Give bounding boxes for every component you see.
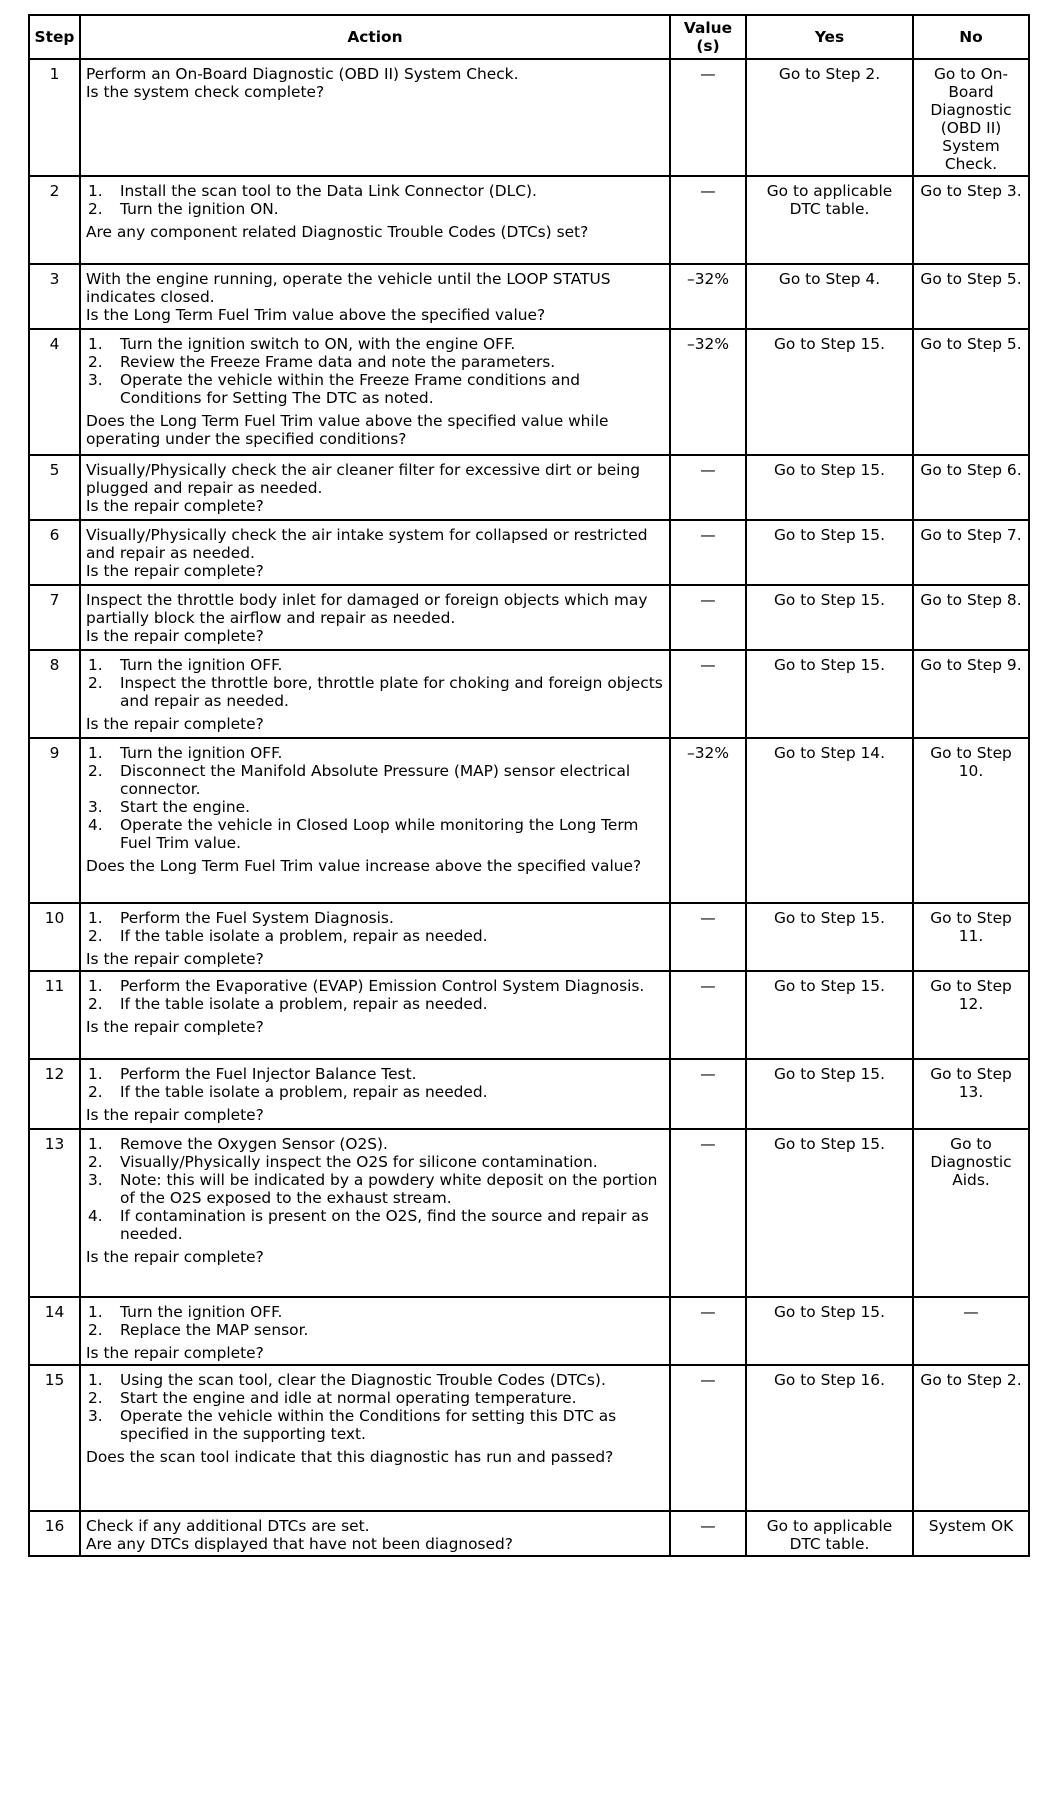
- table-row: [29, 1297, 1029, 1365]
- yes-cell: Go to Step 15.: [746, 585, 913, 650]
- action-text: Visually/Physically check the air cleaner filter for excessive dirt or being plugged and repair as needed.: [86, 461, 640, 498]
- action-cell: [80, 585, 670, 650]
- action-cell: [80, 329, 670, 455]
- substep-item: [86, 816, 664, 852]
- action-text: With the engine running, operate the vehicle until the LOOP STATUS indicates closed.: [86, 270, 611, 307]
- no-cell: Go to On-Board Diagnostic (OBD II) System Check.: [913, 59, 1029, 176]
- header-step: Step: [29, 15, 80, 59]
- action-question: Is the repair complete?: [86, 497, 264, 516]
- substep-text: Disconnect the Manifold Absolute Pressure (MAP) sensor electrical connector.: [120, 762, 631, 799]
- action-question: Is the repair complete?: [86, 1018, 264, 1037]
- substep-text: Turn the ignition OFF.: [120, 744, 283, 763]
- action-cell: [80, 1365, 670, 1511]
- value-cell: —: [670, 1059, 746, 1129]
- substep-text: Turn the ignition OFF.: [120, 656, 283, 675]
- table-row: [29, 903, 1029, 971]
- action-substeps: [86, 977, 664, 1013]
- table-row: [29, 650, 1029, 738]
- substep-number: 2.: [88, 674, 103, 693]
- table-row: [29, 455, 1029, 520]
- table-row: [29, 176, 1029, 264]
- step-number: 4: [29, 329, 80, 455]
- substep-number: 4.: [88, 1207, 103, 1226]
- action-question: Is the repair complete?: [86, 562, 264, 581]
- substep-number: 1.: [88, 182, 103, 201]
- step-number: 10: [29, 903, 80, 971]
- substep-text: Inspect the throttle bore, throttle plate for choking and foreign objects and repair as needed.: [120, 674, 663, 711]
- no-cell: Go to Step 5.: [913, 264, 1029, 329]
- step-number: 8: [29, 650, 80, 738]
- substep-number: 2.: [88, 353, 103, 372]
- substep-number: 4.: [88, 816, 103, 835]
- substep-number: 2.: [88, 1389, 103, 1408]
- value-cell: —: [670, 1297, 746, 1365]
- step-number: 1: [29, 59, 80, 176]
- substep-item: [86, 977, 664, 995]
- substep-text: Perform the Fuel System Diagnosis.: [120, 909, 394, 928]
- table-row: [29, 329, 1029, 455]
- substep-text: Operate the vehicle within the Freeze Frame conditions and Conditions for Setting The DTC as noted.: [120, 371, 581, 408]
- action-substeps: [86, 656, 664, 710]
- step-number: 6: [29, 520, 80, 585]
- substep-number: 3.: [88, 1407, 103, 1426]
- value-cell: —: [670, 650, 746, 738]
- yes-cell: Go to Step 15.: [746, 455, 913, 520]
- value-cell: —: [670, 1365, 746, 1511]
- value-cell: —: [670, 520, 746, 585]
- substep-number: 2.: [88, 1153, 103, 1172]
- action-substeps: [86, 1135, 664, 1243]
- substep-text: If the table isolate a problem, repair as needed.: [120, 995, 488, 1014]
- substep-number: 1.: [88, 1303, 103, 1322]
- action-question: Is the repair complete?: [86, 715, 264, 734]
- no-cell: Go to Step 2.: [913, 1365, 1029, 1511]
- yes-cell: Go to Step 15.: [746, 1129, 913, 1297]
- substep-text: Visually/Physically inspect the O2S for silicone contamination.: [120, 1153, 598, 1172]
- substep-number: 2.: [88, 927, 103, 946]
- substep-text: Using the scan tool, clear the Diagnostic Trouble Codes (DTCs).: [120, 1371, 606, 1390]
- step-number: 13: [29, 1129, 80, 1297]
- substep-text: Operate the vehicle in Closed Loop while monitoring the Long Term Fuel Trim value.: [120, 816, 639, 853]
- substep-number: 1.: [88, 1371, 103, 1390]
- value-cell: –32%: [670, 329, 746, 455]
- yes-cell: Go to Step 15.: [746, 329, 913, 455]
- value-cell: –32%: [670, 738, 746, 903]
- action-text: Perform an On-Board Diagnostic (OBD II) System Check.: [86, 65, 519, 83]
- action-cell: [80, 738, 670, 903]
- action-question: Are any DTCs displayed that have not been diagnosed?: [86, 1535, 513, 1554]
- action-substeps: [86, 182, 664, 218]
- substep-item: [86, 1389, 664, 1407]
- yes-cell: Go to Step 16.: [746, 1365, 913, 1511]
- table-row: [29, 520, 1029, 585]
- substep-item: [86, 1303, 664, 1321]
- no-cell: Go to Step 3.: [913, 176, 1029, 264]
- substep-text: Note: this will be indicated by a powdery white deposit on the portion of the O2S exposed to the exhaust stream.: [120, 1171, 658, 1208]
- action-substeps: [86, 909, 664, 945]
- value-cell: —: [670, 971, 746, 1059]
- step-number: 7: [29, 585, 80, 650]
- substep-number: 3.: [88, 798, 103, 817]
- substep-item: [86, 335, 664, 353]
- no-cell: Go to Step 13.: [913, 1059, 1029, 1129]
- substep-text: If the table isolate a problem, repair as needed.: [120, 927, 488, 946]
- no-cell: Go to Step 6.: [913, 455, 1029, 520]
- action-question: Is the Long Term Fuel Trim value above the specified value?: [86, 306, 546, 325]
- step-number: 12: [29, 1059, 80, 1129]
- substep-text: Review the Freeze Frame data and note the parameters.: [120, 353, 556, 372]
- table-row: [29, 1511, 1029, 1556]
- action-cell: [80, 903, 670, 971]
- no-cell: Go to Step 8.: [913, 585, 1029, 650]
- yes-cell: Go to Step 15.: [746, 903, 913, 971]
- substep-text: Turn the ignition OFF.: [120, 1303, 283, 1322]
- no-cell: Go to Step 10.: [913, 738, 1029, 903]
- substep-text: If the table isolate a problem, repair as needed.: [120, 1083, 488, 1102]
- substep-number: 3.: [88, 371, 103, 390]
- yes-cell: Go to Step 15.: [746, 1297, 913, 1365]
- action-question: Is the repair complete?: [86, 1248, 264, 1267]
- substep-item: [86, 995, 664, 1013]
- substep-number: 2.: [88, 995, 103, 1014]
- action-cell: [80, 1129, 670, 1297]
- substep-item: [86, 656, 664, 674]
- substep-item: [86, 200, 664, 218]
- substep-text: Perform the Fuel Injector Balance Test.: [120, 1065, 417, 1084]
- action-cell: [80, 520, 670, 585]
- yes-cell: Go to Step 15.: [746, 1059, 913, 1129]
- no-cell: Go to Step 11.: [913, 903, 1029, 971]
- substep-item: [86, 371, 664, 407]
- value-cell: —: [670, 1511, 746, 1556]
- action-question: Is the repair complete?: [86, 950, 264, 969]
- substep-item: [86, 1065, 664, 1083]
- substep-text: If contamination is present on the O2S, find the source and repair as needed.: [120, 1207, 649, 1244]
- substep-item: [86, 1135, 664, 1153]
- substep-item: [86, 1407, 664, 1443]
- step-number: 2: [29, 176, 80, 264]
- table-row: [29, 971, 1029, 1059]
- no-cell: System OK: [913, 1511, 1029, 1556]
- no-cell: —: [913, 1297, 1029, 1365]
- substep-text: Perform the Evaporative (EVAP) Emission Control System Diagnosis.: [120, 977, 645, 996]
- table-row: [29, 1129, 1029, 1297]
- substep-number: 1.: [88, 744, 103, 763]
- substep-text: Start the engine and idle at normal operating temperature.: [120, 1389, 577, 1408]
- substep-text: Remove the Oxygen Sensor (O2S).: [120, 1135, 388, 1154]
- substep-number: 2.: [88, 1321, 103, 1340]
- action-substeps: [86, 1371, 664, 1443]
- action-cell: [80, 455, 670, 520]
- action-cell: [80, 1059, 670, 1129]
- value-cell: —: [670, 585, 746, 650]
- action-cell: [80, 264, 670, 329]
- step-number: 5: [29, 455, 80, 520]
- step-number: 15: [29, 1365, 80, 1511]
- substep-item: [86, 1321, 664, 1339]
- header-row: [29, 15, 1029, 59]
- substep-number: 3.: [88, 1171, 103, 1190]
- no-cell: Go to Step 5.: [913, 329, 1029, 455]
- step-number: 14: [29, 1297, 80, 1365]
- step-number: 3: [29, 264, 80, 329]
- substep-text: Replace the MAP sensor.: [120, 1321, 309, 1340]
- action-substeps: [86, 1065, 664, 1101]
- header-value: Value (s): [670, 15, 746, 59]
- no-cell: Go to Diagnostic Aids.: [913, 1129, 1029, 1297]
- substep-item: [86, 909, 664, 927]
- substep-item: [86, 674, 664, 710]
- substep-number: 1.: [88, 909, 103, 928]
- no-cell: Go to Step 7.: [913, 520, 1029, 585]
- table-row: [29, 59, 1029, 176]
- substep-number: 1.: [88, 656, 103, 675]
- substep-item: [86, 1371, 664, 1389]
- action-substeps: [86, 335, 664, 407]
- value-cell: —: [670, 903, 746, 971]
- table-body: [29, 59, 1029, 1556]
- table-row: [29, 264, 1029, 329]
- action-question: Is the repair complete?: [86, 1106, 264, 1125]
- diagnostic-table: [28, 14, 1030, 1557]
- yes-cell: Go to Step 15.: [746, 520, 913, 585]
- value-cell: —: [670, 59, 746, 176]
- header-yes: Yes: [746, 15, 913, 59]
- yes-cell: Go to Step 15.: [746, 971, 913, 1059]
- substep-number: 2.: [88, 200, 103, 219]
- table-row: [29, 738, 1029, 903]
- no-cell: Go to Step 12.: [913, 971, 1029, 1059]
- substep-item: [86, 927, 664, 945]
- action-question: Is the repair complete?: [86, 627, 264, 646]
- action-cell: [80, 1511, 670, 1556]
- header-action: Action: [80, 15, 670, 59]
- substep-number: 1.: [88, 1135, 103, 1154]
- substep-text: Turn the ignition switch to ON, with the engine OFF.: [120, 335, 516, 354]
- no-cell: Go to Step 9.: [913, 650, 1029, 738]
- action-text: Visually/Physically check the air intake system for collapsed or restricted and repair as needed.: [86, 526, 648, 563]
- yes-cell: Go to Step 14.: [746, 738, 913, 903]
- substep-number: 1.: [88, 1065, 103, 1084]
- action-cell: [80, 176, 670, 264]
- action-substeps: [86, 1303, 664, 1339]
- substep-item: [86, 798, 664, 816]
- action-question: Does the Long Term Fuel Trim value increase above the specified value?: [86, 857, 642, 876]
- substep-number: 1.: [88, 977, 103, 996]
- yes-cell: Go to applicable DTC table.: [746, 176, 913, 264]
- substep-item: [86, 744, 664, 762]
- step-number: 9: [29, 738, 80, 903]
- yes-cell: Go to Step 2.: [746, 59, 913, 176]
- yes-cell: Go to Step 4.: [746, 264, 913, 329]
- substep-number: 2.: [88, 762, 103, 781]
- table-row: [29, 1365, 1029, 1511]
- action-cell: [80, 650, 670, 738]
- substep-number: 1.: [88, 335, 103, 354]
- table-row: [29, 1059, 1029, 1129]
- substep-text: Start the engine.: [120, 798, 251, 817]
- substep-item: [86, 1083, 664, 1101]
- substep-item: [86, 1153, 664, 1171]
- action-question: Is the system check complete?: [86, 83, 325, 102]
- action-cell: [80, 1297, 670, 1365]
- action-text: Check if any additional DTCs are set.: [86, 1517, 370, 1536]
- substep-item: [86, 1171, 664, 1207]
- action-question: Is the repair complete?: [86, 1344, 264, 1363]
- action-cell: [80, 971, 670, 1059]
- substep-item: [86, 182, 664, 200]
- action-text: Inspect the throttle body inlet for damaged or foreign objects which may partially block the airflow and repair as needed.: [86, 591, 648, 628]
- value-cell: —: [670, 1129, 746, 1297]
- substep-number: 2.: [88, 1083, 103, 1102]
- substep-text: Install the scan tool to the Data Link Connector (DLC).: [120, 182, 537, 201]
- action-question: Does the Long Term Fuel Trim value above the specified value while operating under the specified conditions?: [86, 412, 609, 449]
- substep-text: Turn the ignition ON.: [120, 200, 279, 219]
- header-no: No: [913, 15, 1029, 59]
- action-cell: [80, 59, 670, 176]
- table-row: [29, 585, 1029, 650]
- action-substeps: [86, 744, 664, 852]
- action-question: Does the scan tool indicate that this diagnostic has run and passed?: [86, 1448, 614, 1467]
- yes-cell: Go to Step 15.: [746, 650, 913, 738]
- step-number: 11: [29, 971, 80, 1059]
- substep-text: Operate the vehicle within the Conditions for setting this DTC as specified in the supporting text.: [120, 1407, 617, 1444]
- value-cell: –32%: [670, 264, 746, 329]
- substep-item: [86, 353, 664, 371]
- action-question: Are any component related Diagnostic Trouble Codes (DTCs) set?: [86, 223, 589, 242]
- value-cell: —: [670, 455, 746, 520]
- yes-cell: Go to applicable DTC table.: [746, 1511, 913, 1556]
- value-cell: —: [670, 176, 746, 264]
- substep-item: [86, 762, 664, 798]
- substep-item: [86, 1207, 664, 1243]
- step-number: 16: [29, 1511, 80, 1556]
